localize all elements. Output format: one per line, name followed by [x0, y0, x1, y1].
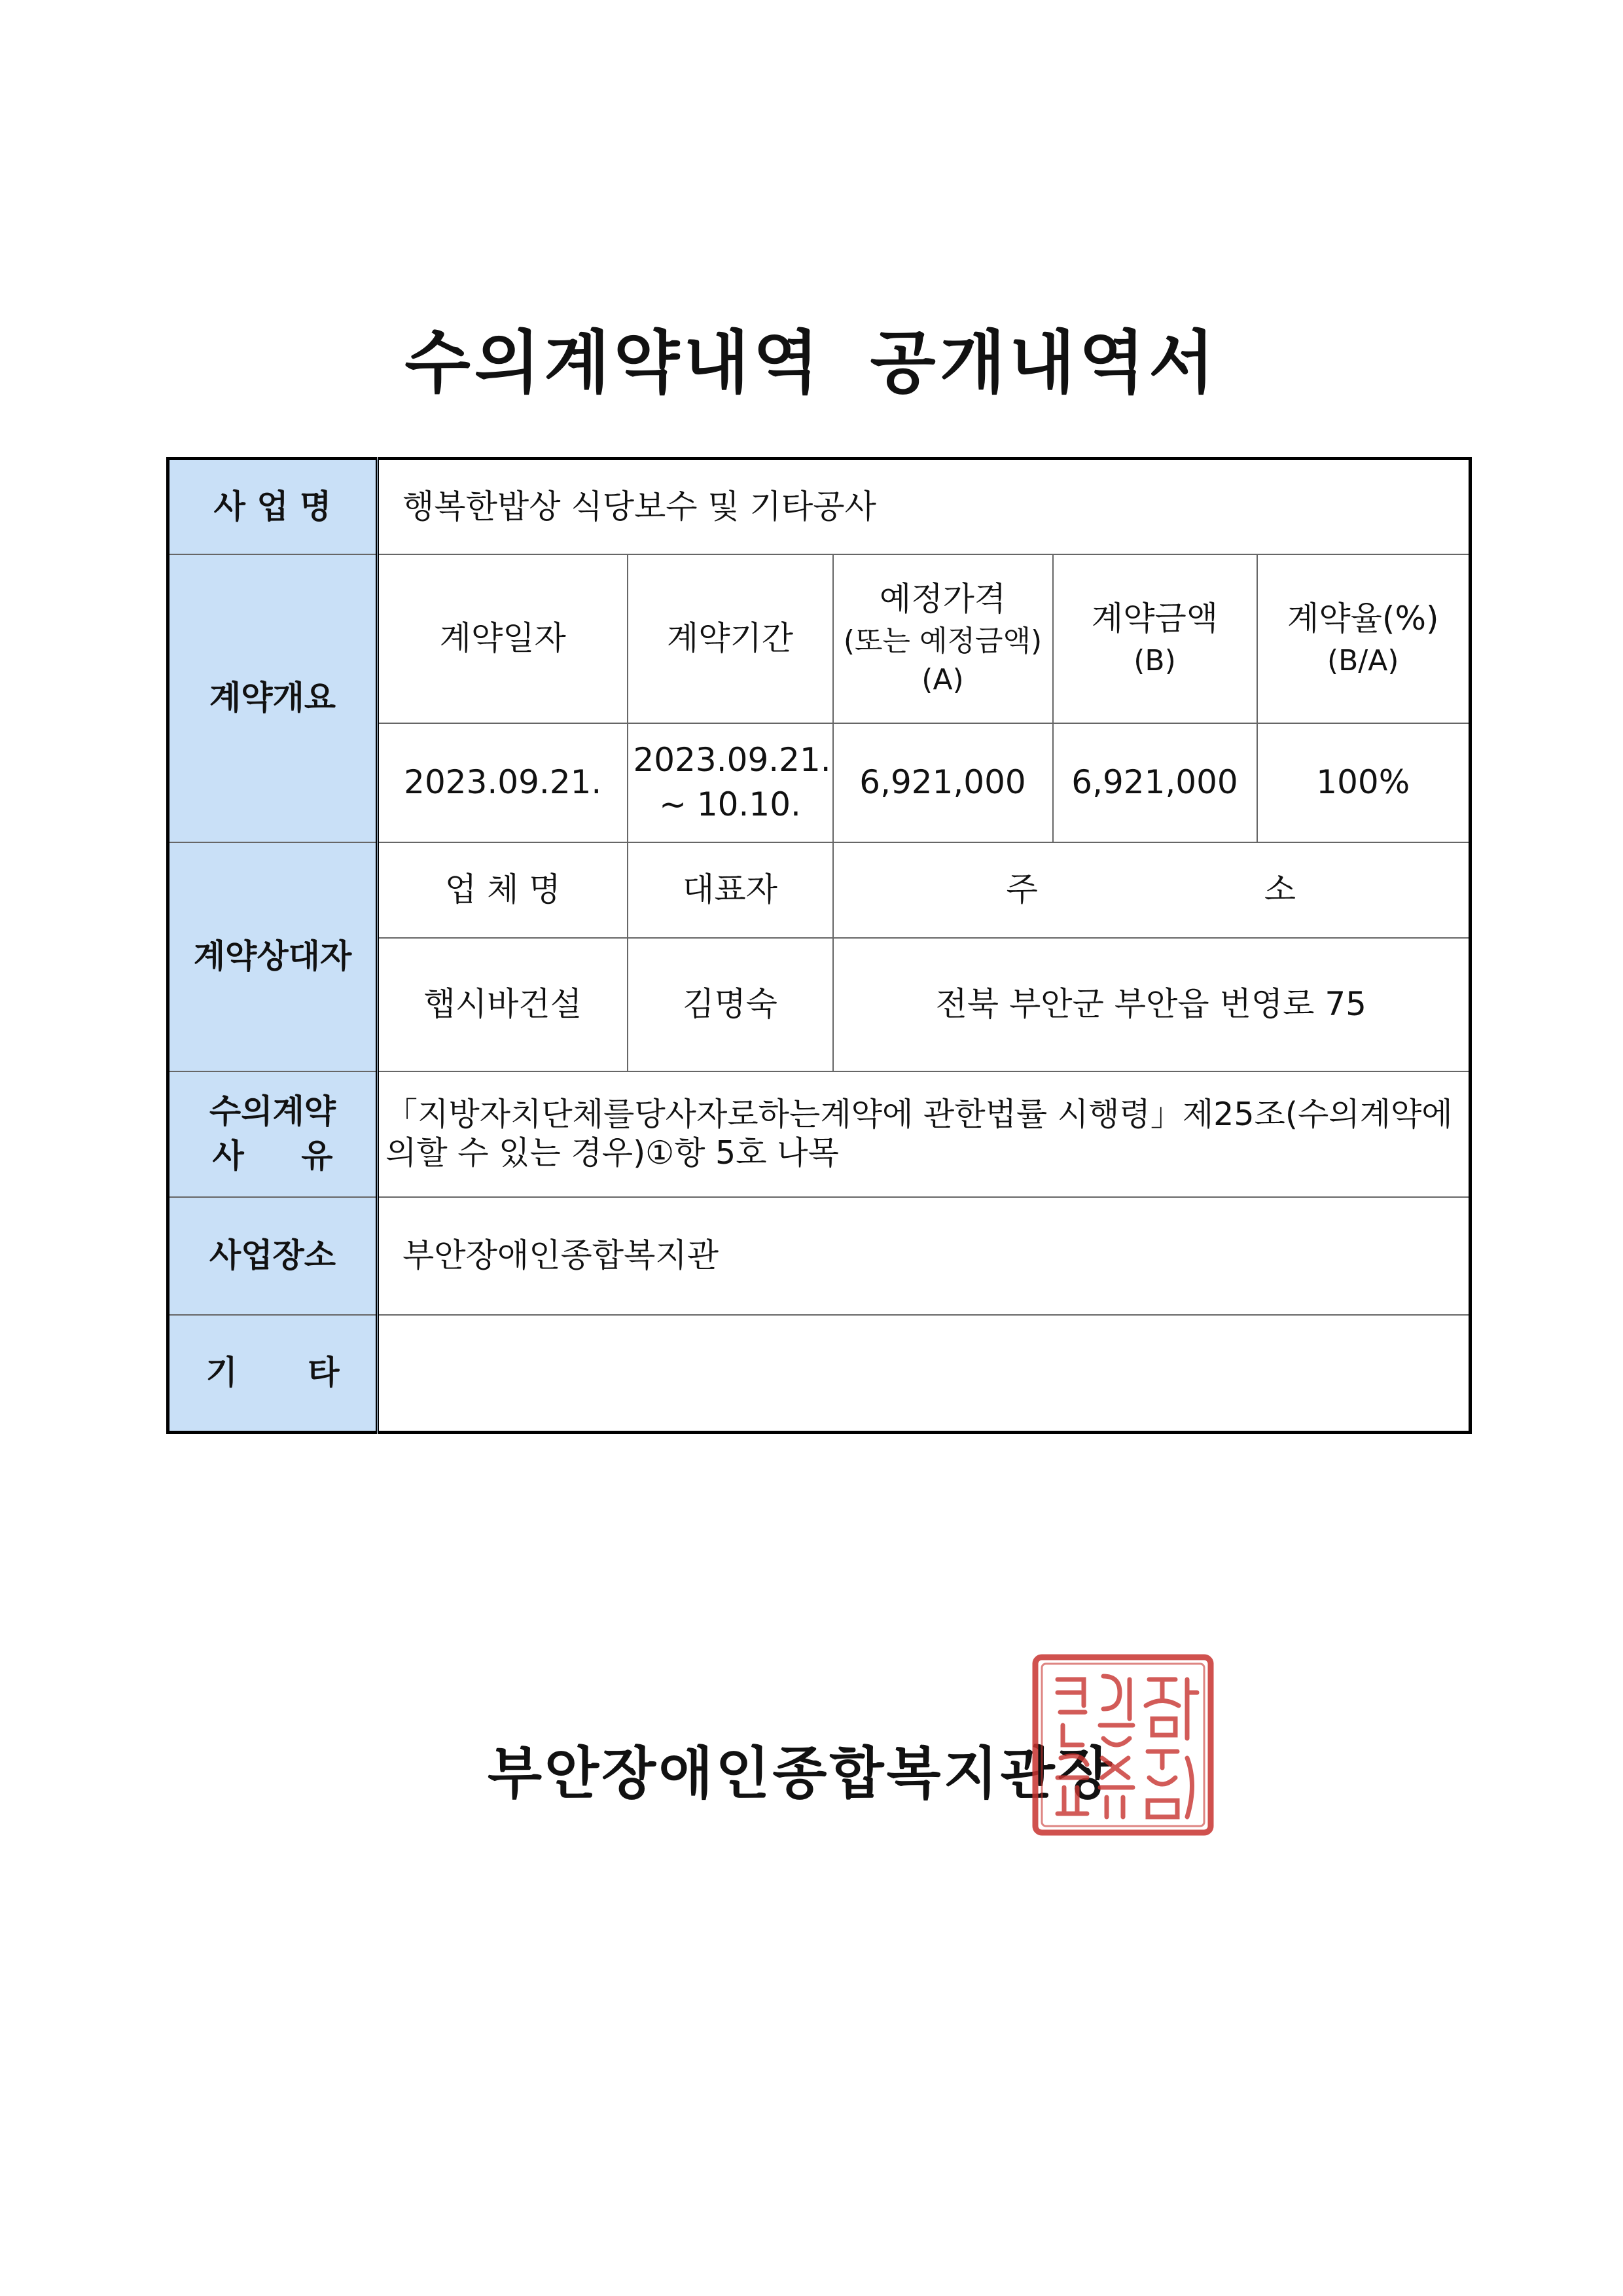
- estimated-price-value: 6,921,000: [833, 723, 1053, 842]
- contract-amount-value: 6,921,000: [1053, 723, 1257, 842]
- overview-label: 계약개요: [168, 554, 378, 842]
- reason-label-line1: 수의계약: [209, 1092, 336, 1130]
- estimated-price-header: [833, 554, 1053, 723]
- estimated-price-header-line1: 예정가격: [879, 580, 1007, 619]
- contract-period-value-line2: ~ 10.10.: [659, 785, 801, 823]
- project-name-value: 행복한밥상 식당보수 및 기타공사: [378, 459, 1471, 554]
- contract-disclosure-table: [166, 457, 1472, 1434]
- contract-date-value: 2023.09.21.: [378, 723, 628, 842]
- contract-amount-header: [1053, 554, 1257, 723]
- contract-period-header: 계약기간: [628, 554, 833, 723]
- contract-rate-value: 100%: [1257, 723, 1471, 842]
- project-name-row: [168, 459, 1471, 554]
- representative-header: 대표자: [628, 842, 833, 938]
- contract-date-header: 계약일자: [378, 554, 628, 723]
- reason-label: [168, 1071, 378, 1197]
- project-name-label: 사 업 명: [168, 459, 378, 554]
- address-header: 주 소: [833, 842, 1471, 938]
- contract-amount-header-line2: (B): [1133, 643, 1176, 677]
- representative-value: 김명숙: [628, 938, 833, 1071]
- contract-rate-header: [1257, 554, 1471, 723]
- etc-label: 기 타: [168, 1315, 378, 1433]
- estimated-price-header-line3: (A): [921, 663, 964, 697]
- site-row: [168, 1197, 1471, 1315]
- counterparty-label: 계약상대자: [168, 842, 378, 1071]
- reason-value: 「지방자치단체를당사자로하는계약에 관한법률 시행령」제25조(수의계약에 의할 수 있는 경우)①항 5호 나목: [378, 1071, 1471, 1197]
- document-title: 수의계약내역 공개내역서: [404, 323, 1219, 403]
- site-value: 부안장애인종합복지관: [378, 1197, 1471, 1315]
- contract-period-value-line1: 2023.09.21.: [633, 741, 831, 779]
- issuer-name: 부안장애인종합복지관장: [488, 1741, 1115, 1806]
- company-header: 업 체 명: [378, 842, 628, 938]
- contract-rate-header-line2: (B/A): [1327, 643, 1399, 677]
- reason-row: [168, 1071, 1471, 1197]
- address-value: 전북 부안군 부안읍 번영로 75: [833, 938, 1471, 1071]
- contract-rate-header-line1: 계약율(%): [1287, 600, 1439, 638]
- site-label: 사업장소: [168, 1197, 378, 1315]
- contract-period-value: [628, 723, 833, 842]
- estimated-price-header-line2: (또는 예정금액): [843, 624, 1043, 658]
- reason-label-line2: 사 유: [212, 1136, 333, 1175]
- etc-value: [378, 1315, 1471, 1433]
- contract-amount-header-line1: 계약금액: [1091, 600, 1219, 638]
- overview-header-row: [168, 554, 1471, 723]
- counterparty-header-row: [168, 842, 1471, 938]
- etc-row: [168, 1315, 1471, 1433]
- official-seal-icon: [1031, 1653, 1215, 1837]
- company-value: 햅시바건설: [378, 938, 628, 1071]
